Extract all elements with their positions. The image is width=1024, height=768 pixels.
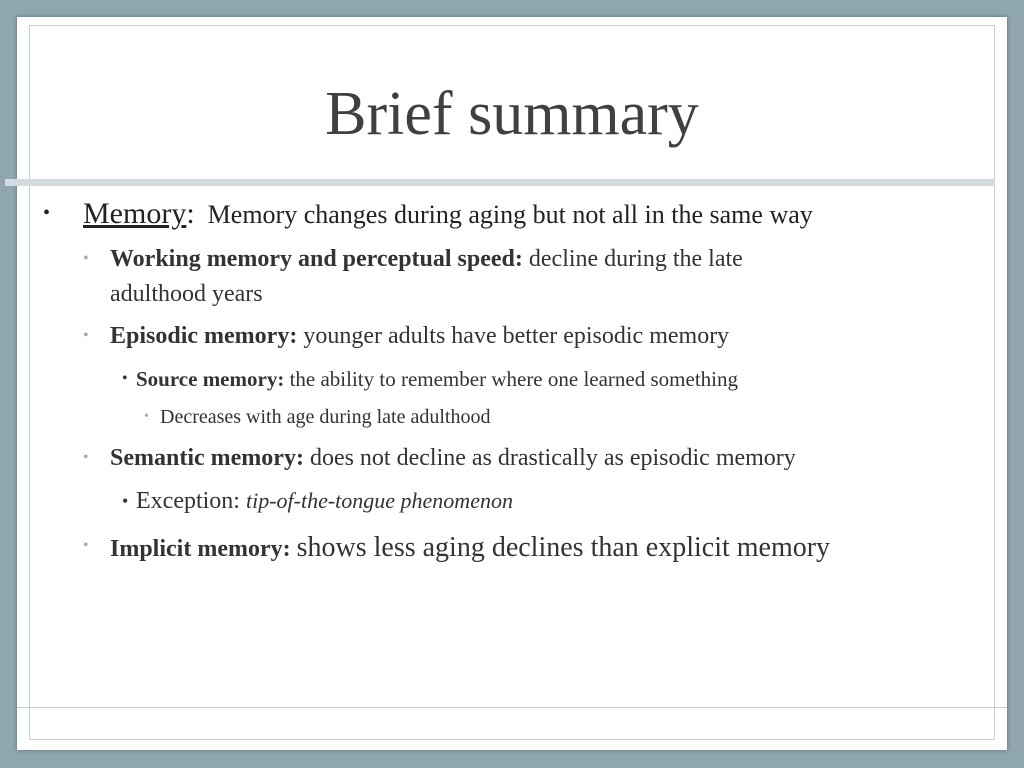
title-divider xyxy=(5,179,995,186)
item-term: Implicit memory: xyxy=(110,536,291,562)
item-text: does not decline as drastically as episodic memory xyxy=(309,445,796,471)
item-text: the ability to remember where one learned something xyxy=(289,367,738,391)
footer-divider xyxy=(17,707,1007,708)
item-lead: Exception: xyxy=(136,488,240,514)
bullet-icon: • xyxy=(122,370,128,387)
item-italic-text: tip-of-the-tongue phenomenon xyxy=(245,488,513,513)
item-term: Memory xyxy=(83,197,187,230)
bullet-icon: • xyxy=(83,250,89,267)
item-term: Source memory: xyxy=(136,367,285,391)
bullet-icon: • xyxy=(83,327,89,344)
item-text: Decreases with age during late adulthood xyxy=(160,406,491,428)
item-text: Memory changes during aging but not all in the same way xyxy=(207,200,813,229)
item-term-suffix: : xyxy=(186,197,195,230)
item-term: Episodic memory: xyxy=(110,323,298,349)
slide xyxy=(17,17,1007,750)
slide-title: Brief summary xyxy=(325,79,699,148)
item-term: Working memory and perceptual speed: xyxy=(110,246,523,272)
list-item-continuation: adulthood years xyxy=(110,281,263,307)
bullet-icon: • xyxy=(83,449,89,466)
title-area xyxy=(17,17,1007,187)
item-text: decline during the late xyxy=(528,246,743,272)
item-text: shows less aging declines than explicit memory xyxy=(296,532,831,563)
item-term: Semantic memory: xyxy=(110,445,304,471)
bullet-icon: • xyxy=(83,537,89,554)
bullet-icon: • xyxy=(122,491,129,511)
item-text: younger adults have better episodic memory xyxy=(303,323,730,349)
bullet-icon: • xyxy=(144,409,149,424)
bullet-icon: • xyxy=(43,202,51,224)
